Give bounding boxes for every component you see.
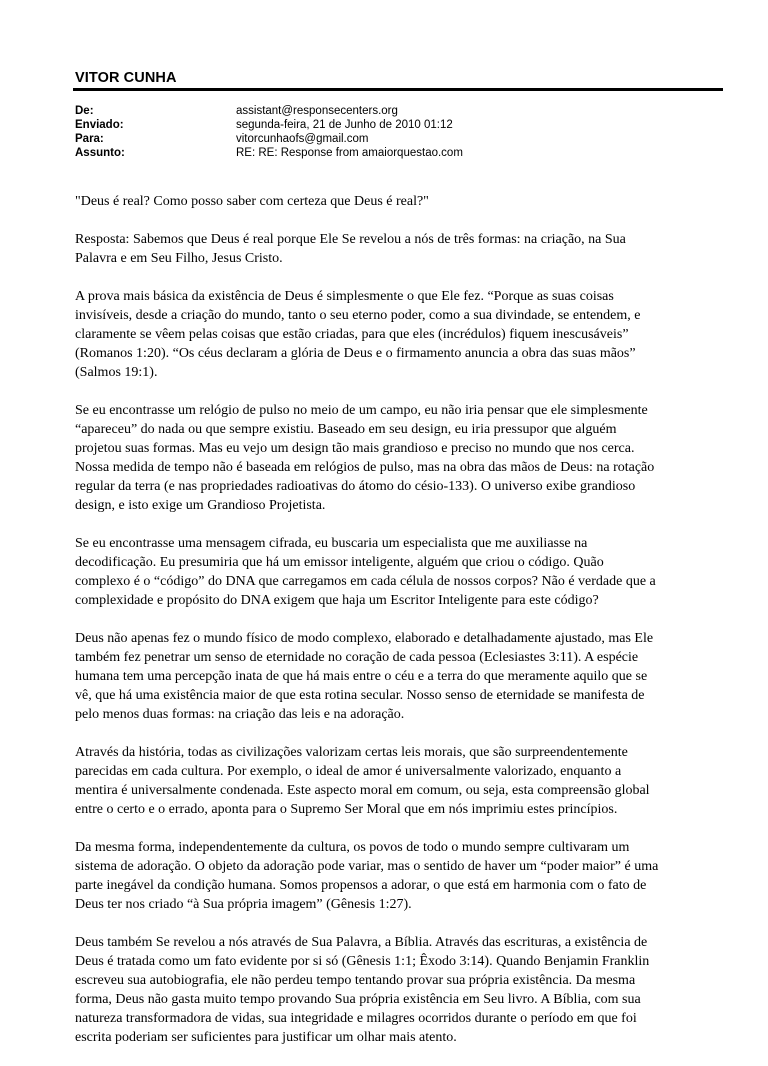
header-rule bbox=[73, 88, 723, 91]
paragraph-line: escreveu sua autobiografia, ele não perdeu tempo tentando provar sua própria existência. Da mesma bbox=[75, 973, 636, 988]
paragraph-line: Resposta: Sabemos que Deus é real porque Ele Se revelou a nós de três formas: na criação, na Sua bbox=[75, 232, 626, 247]
body-paragraph bbox=[75, 838, 725, 914]
paragraph-line: Através da história, todas as civilizações valorizam certas leis morais, que são surpreendentemente bbox=[75, 745, 628, 760]
header-row-to bbox=[75, 132, 463, 146]
paragraph-line: mentira é universalmente condenada. Este aspecto moral em comum, ou seja, esta compreensão global bbox=[75, 783, 650, 798]
paragraph-line: Deus também Se revelou a nós através de Sua Palavra, a Bíblia. Através das escrituras, a existência de bbox=[75, 935, 648, 950]
paragraph-line: regular da terra (e nas propriedades radioativas do átomo do césio-133). O universo exibe grandioso bbox=[75, 479, 636, 494]
body-paragraph bbox=[75, 629, 725, 724]
body-paragraph bbox=[75, 230, 725, 268]
paragraph-line: escrita poderiam ser suficientes para justificar um olhar mais atento. bbox=[75, 1030, 457, 1045]
paragraph-line: (Romanos 1:20). “Os céus declaram a glória de Deus e o firmamento anuncia a obra das suas mãos” bbox=[75, 346, 636, 361]
paragraph-line: também fez penetrar um senso de eternidade no coração de cada pessoa (Eclesiastes 3:11). A espécie bbox=[75, 650, 639, 665]
paragraph-line: complexidade e propósito do DNA exigem que haja um Escritor Inteligente para este código? bbox=[75, 593, 599, 608]
paragraph-line: forma, Deus não gasta muito tempo provando Sua própria existência em Seu livro. A Bíblia, com sua bbox=[75, 992, 641, 1007]
paragraph-line: claramente se vêem pelas coisas que estão criadas, para que eles (incrédulos) fiquem inescusáveis” bbox=[75, 327, 629, 342]
paragraph-line: Deus ter nos criado “à Sua própria imagem” (Gênesis 1:27). bbox=[75, 897, 412, 912]
body-paragraph bbox=[75, 743, 725, 819]
paragraph-line: “apareceu” do nada ou que sempre existiu. Baseado em seu design, eu iria pressupor que alguém bbox=[75, 422, 617, 437]
paragraph-line: sistema de adoração. O objeto da adoração pode variar, mas o sentido de haver um “poder maior” é uma bbox=[75, 859, 659, 874]
paragraph-line: Da mesma forma, independentemente da cultura, os povos de todo o mundo sempre cultivaram um bbox=[75, 840, 630, 855]
header-row-sent bbox=[75, 118, 463, 132]
paragraph-line: entre o certo e o errado, aponta para o Supremo Ser Moral que em nós imprimiu estes princípios. bbox=[75, 802, 618, 817]
body-paragraph bbox=[75, 287, 725, 382]
paragraph-line: Deus não apenas fez o mundo físico de modo complexo, elaborado e detalhadamente ajustado, mas Ele bbox=[75, 631, 654, 646]
paragraph-line: A prova mais básica da existência de Deus é simplesmente o que Ele fez. “Porque as suas coisas bbox=[75, 289, 614, 304]
paragraph-line: humana tem uma percepção inata de que há mais entre o céu e a terra do que meramente aquilo que se bbox=[75, 669, 648, 684]
paragraph-line: projetou suas formas. Mas eu vejo um design tão mais grandioso e preciso no mundo que nos cerca. bbox=[75, 441, 635, 456]
email-body bbox=[75, 192, 725, 1066]
paragraph-line: complexo é o “código” do DNA que carregamos em cada célula de nossos corpos? Não é verdade que a bbox=[75, 574, 656, 589]
header-value-sent: segunda-feira, 21 de Junho de 2010 01:12 bbox=[236, 119, 453, 131]
paragraph-line: Nossa medida de tempo não é baseada em relógios de pulso, mas na obra das mãos de Deus: na rotação bbox=[75, 460, 655, 475]
header-label-from: De: bbox=[75, 105, 94, 117]
header-label-subject: Assunto: bbox=[75, 147, 125, 159]
paragraph-line: (Salmos 19:1). bbox=[75, 365, 158, 380]
paragraph-line: decodificação. Eu presumiria que há um emissor inteligente, alguém que criou o código. Quão bbox=[75, 555, 604, 570]
body-paragraph bbox=[75, 192, 725, 211]
paragraph-line: Se eu encontrasse uma mensagem cifrada, eu buscaria um especialista que me auxiliasse na bbox=[75, 536, 588, 551]
paragraph-line: parecidas em cada cultura. Por exemplo, o ideal de amor é universalmente valorizado, enquanto a bbox=[75, 764, 622, 779]
paragraph-line: design, e isto exige um Grandioso Projetista. bbox=[75, 498, 326, 513]
header-value-from: assistant@responsecenters.org bbox=[236, 105, 398, 117]
header-label-sent: Enviado: bbox=[75, 119, 124, 131]
body-paragraph bbox=[75, 534, 725, 610]
header-row-subject bbox=[75, 146, 463, 160]
body-paragraph bbox=[75, 933, 725, 1047]
paragraph-line: pelo menos duas formas: na criação das leis e na adoração. bbox=[75, 707, 405, 722]
header-label-to: Para: bbox=[75, 133, 104, 145]
body-paragraph bbox=[75, 401, 725, 515]
header-row-from bbox=[75, 104, 463, 118]
author-name: VITOR CUNHA bbox=[75, 70, 177, 86]
paragraph-line: Deus é tratada como um fato evidente por si só (Gênesis 1:1; Êxodo 3:14). Quando Benjamin Franklin bbox=[75, 954, 650, 969]
email-headers bbox=[75, 104, 463, 160]
header-value-subject: RE: RE: Response from amaiorquestao.com bbox=[236, 147, 463, 159]
paragraph-line: Palavra e em Seu Filho, Jesus Cristo. bbox=[75, 251, 283, 266]
header-value-to: vitorcunhaofs@gmail.com bbox=[236, 133, 369, 145]
paragraph-line: "Deus é real? Como posso saber com certeza que Deus é real?" bbox=[75, 194, 429, 209]
paragraph-line: natureza transformadora de vidas, sua integridade e milagres ocorridos durante o período em que foi bbox=[75, 1011, 637, 1026]
paragraph-line: vê, que há uma existência maior de que esta rotina secular. Nosso senso de eternidade se manifesta de bbox=[75, 688, 645, 703]
paragraph-line: Se eu encontrasse um relógio de pulso no meio de um campo, eu não iria pensar que ele simplesmente bbox=[75, 403, 648, 418]
paragraph-line: parte inegável da condição humana. Somos propensos a adorar, o que está em harmonia com o fato de bbox=[75, 878, 647, 893]
paragraph-line: invisíveis, desde a criação do mundo, tanto o seu eterno poder, como a sua divindade, se entendem, e bbox=[75, 308, 641, 323]
